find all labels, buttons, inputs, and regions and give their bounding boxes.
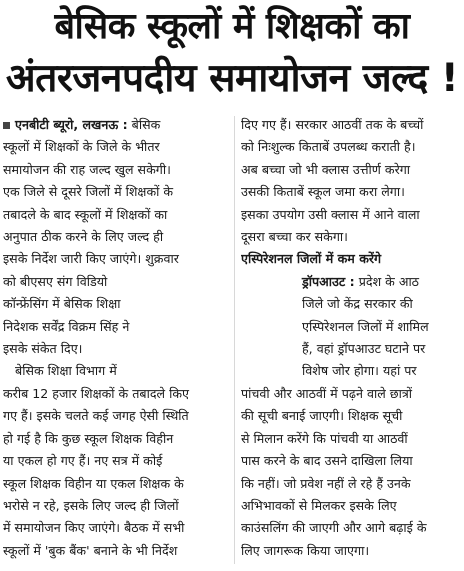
article-line: पास करने के बाद उसने दाखिला लिया [241, 453, 413, 469]
article-line: निदेशक सर्वेंद्र विक्रम सिंह ने [3, 318, 130, 334]
article-line: अनुपात ठीक करने के लिए जल्द ही [3, 229, 164, 245]
column-divider [234, 116, 235, 564]
article-line: ड्रॉपआउट : प्रदेश के आठ [302, 273, 420, 289]
article-line: अभिभावकों से मिलकर इसके लिए [241, 497, 397, 513]
bullet-icon [3, 122, 10, 129]
subhead-lead: ड्रॉपआउट : [302, 273, 355, 289]
article-line: स्कूलों में शिक्षकों के जिले के भीतर [3, 139, 160, 155]
article-line: दिए गए हैं। सरकार आठवीं तक के बच्चों [241, 117, 424, 132]
article-line: को बीएसए संग विडियो [3, 273, 108, 289]
article-line: स्कूल शिक्षक विहीन या एकल शिक्षक के [3, 475, 184, 491]
headline-line-1: बेसिक स्कूलों में शिक्षकों का [54, 6, 410, 47]
article-line: तबादले के बाद स्कूलों में शिक्षकों का [3, 206, 168, 222]
article-line: हो गई है कि कुछ स्कूल शिक्षक विहीन [3, 430, 174, 446]
article-line: की सूची बनाई जाएगी। शिक्षक सूची [241, 408, 403, 424]
headline-line-2: अंतरजनपदीय समायोजन जल्द ! [5, 56, 459, 101]
article-line: को निःशुल्क किताबें उपलब्ध कराती है। [241, 139, 416, 155]
article-line: इसके संकेत दिए। [3, 341, 83, 357]
article-line: काउंसलिंग की जाएगी और आगे बढ़ाई के [241, 520, 427, 536]
subhead: एस्पिरेशनल जिलों में कम करेंगे [241, 251, 382, 267]
article-line: दूसरा बच्चा कर सकेगा। [241, 229, 348, 245]
article-line: विशेष जोर होगा। यहां पर [302, 363, 417, 379]
byline: एनबीटी ब्यूरो, लखनऊ : [15, 117, 128, 132]
article-line: पांचवी और आठवीं में पढ़ने वाले छात्रों [241, 385, 413, 401]
article-line: उसकी किताबें स्कूल जमा करा लेगा। [241, 184, 405, 200]
article-line: बेसिक शिक्षा विभाग में [15, 363, 117, 379]
article-line: से मिलान करेंगे कि पांचवी या आठवीं [241, 430, 408, 446]
article-line: करीब 12 हजार शिक्षकों के तबादले किए [3, 385, 189, 401]
article-line: अब बच्चा जो भी क्लास उत्तीर्ण करेगा [241, 161, 411, 177]
article-line: या एकल हो गए हैं। नए सत्र में कोई [3, 453, 163, 469]
article-line: भरोसे न रहे, इसके लिए जल्द ही जिलों [3, 497, 179, 513]
article-line: स्कूलों में 'बुक बैंक' बनाने के भी निर्देश [3, 542, 178, 558]
article-line: जिले जो केंद्र सरकार की [302, 296, 413, 312]
article-left-column [3, 114, 229, 562]
article-line: एक जिले से दूसरे जिलों में शिक्षकों के [3, 184, 174, 200]
article-line: में समायोजन किए जाएंगे। बैठक में सभी [3, 520, 185, 536]
article-line: इसके निर्देश जारी किए जाएंगे। शुक्रवार [3, 251, 179, 267]
article-line: गए हैं। इसके चलते कई जगह ऐसी स्थिति [3, 408, 189, 424]
article-right-column [241, 114, 462, 562]
article-line: हैं, वहां ड्रॉपआउट घटाने पर [302, 341, 426, 357]
article-line: इसका उपयोग उसी क्लास में आने वाला [241, 206, 420, 222]
article-line: समायोजन की राह जल्द खुल सकेगी। [3, 161, 171, 177]
article-line: कि नहीं। जो प्रवेश नहीं ले रहे हैं उनके [241, 475, 411, 491]
article-line: एनबीटी ब्यूरो, लखनऊ : बेसिक [3, 114, 229, 136]
article-line: एस्पिरेशनल जिलों में शामिल [302, 318, 429, 334]
article-line: लिए जागरूक किया जाएगा। [241, 542, 370, 558]
article-line: कॉन्फ्रेंसिंग में बेसिक शिक्षा [3, 296, 121, 312]
